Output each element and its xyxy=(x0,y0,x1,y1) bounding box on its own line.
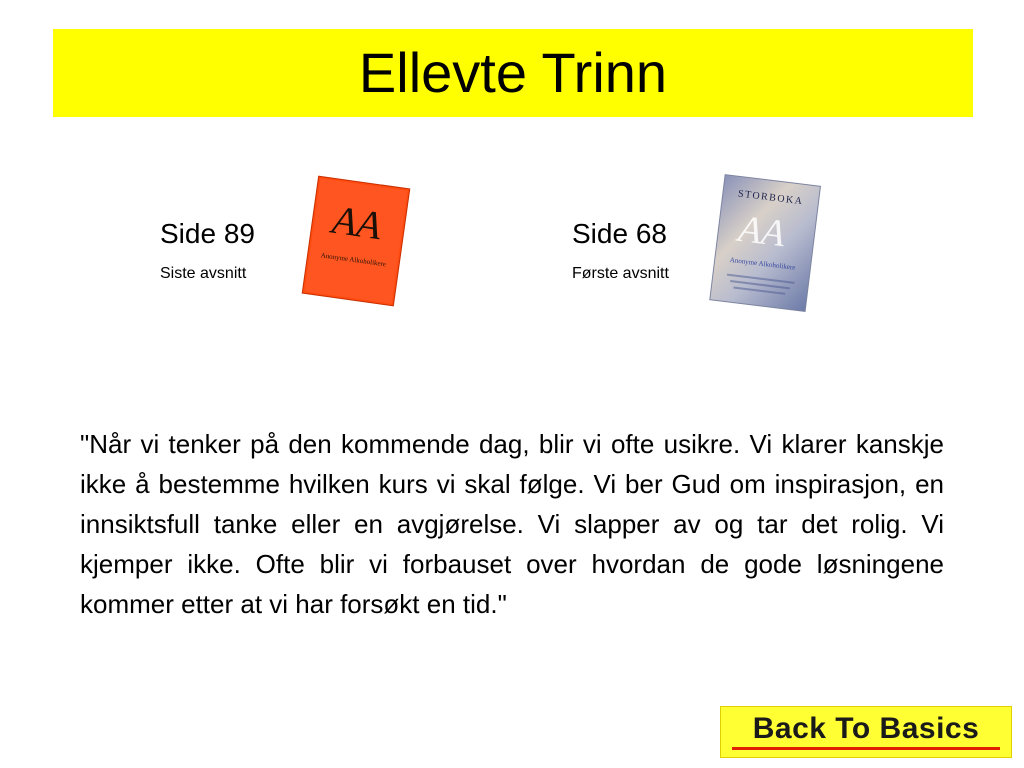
reference-section: Siste avsnitt xyxy=(160,265,247,282)
reference-right xyxy=(572,220,669,282)
title-bar xyxy=(53,29,973,117)
back-to-basics-logo xyxy=(720,706,1012,758)
book-caption-text: Anonyme Alkoholikere xyxy=(729,255,796,272)
book-cover-anonyme-alkoholikere xyxy=(300,174,412,308)
book-caption-text: Anonyme Alkoholikere xyxy=(320,251,387,269)
book-logo-text: AA xyxy=(736,207,788,256)
logo-underline xyxy=(732,747,1000,750)
reference-page: Side 89 xyxy=(160,218,255,249)
book-cover-storboka xyxy=(707,174,823,314)
reference-left xyxy=(160,220,255,282)
logo-text: Back To Basics xyxy=(752,712,980,745)
book-logo-text: AA xyxy=(329,196,385,249)
quote-text: "Når vi tenker på den kommende dag, blir vi ofte usikre. Vi klarer kanskje ikke å bestemme hvilken kurs vi skal følge. Vi ber Gud om inspirasjon, en innsiktsfull tanke eller en avgjørelse. Vi slapper av og tar det rolig. Vi kjemper ikke. Ofte blir vi forbauset over hvordan de gode løsningene kommer etter at vi har forsøkt en tid." xyxy=(80,429,944,619)
reference-section: Første avsnitt xyxy=(572,265,669,282)
book-header-text: STORBOKA xyxy=(737,188,804,208)
reference-page: Side 68 xyxy=(572,218,667,249)
page-title: Ellevte Trinn xyxy=(358,41,668,104)
